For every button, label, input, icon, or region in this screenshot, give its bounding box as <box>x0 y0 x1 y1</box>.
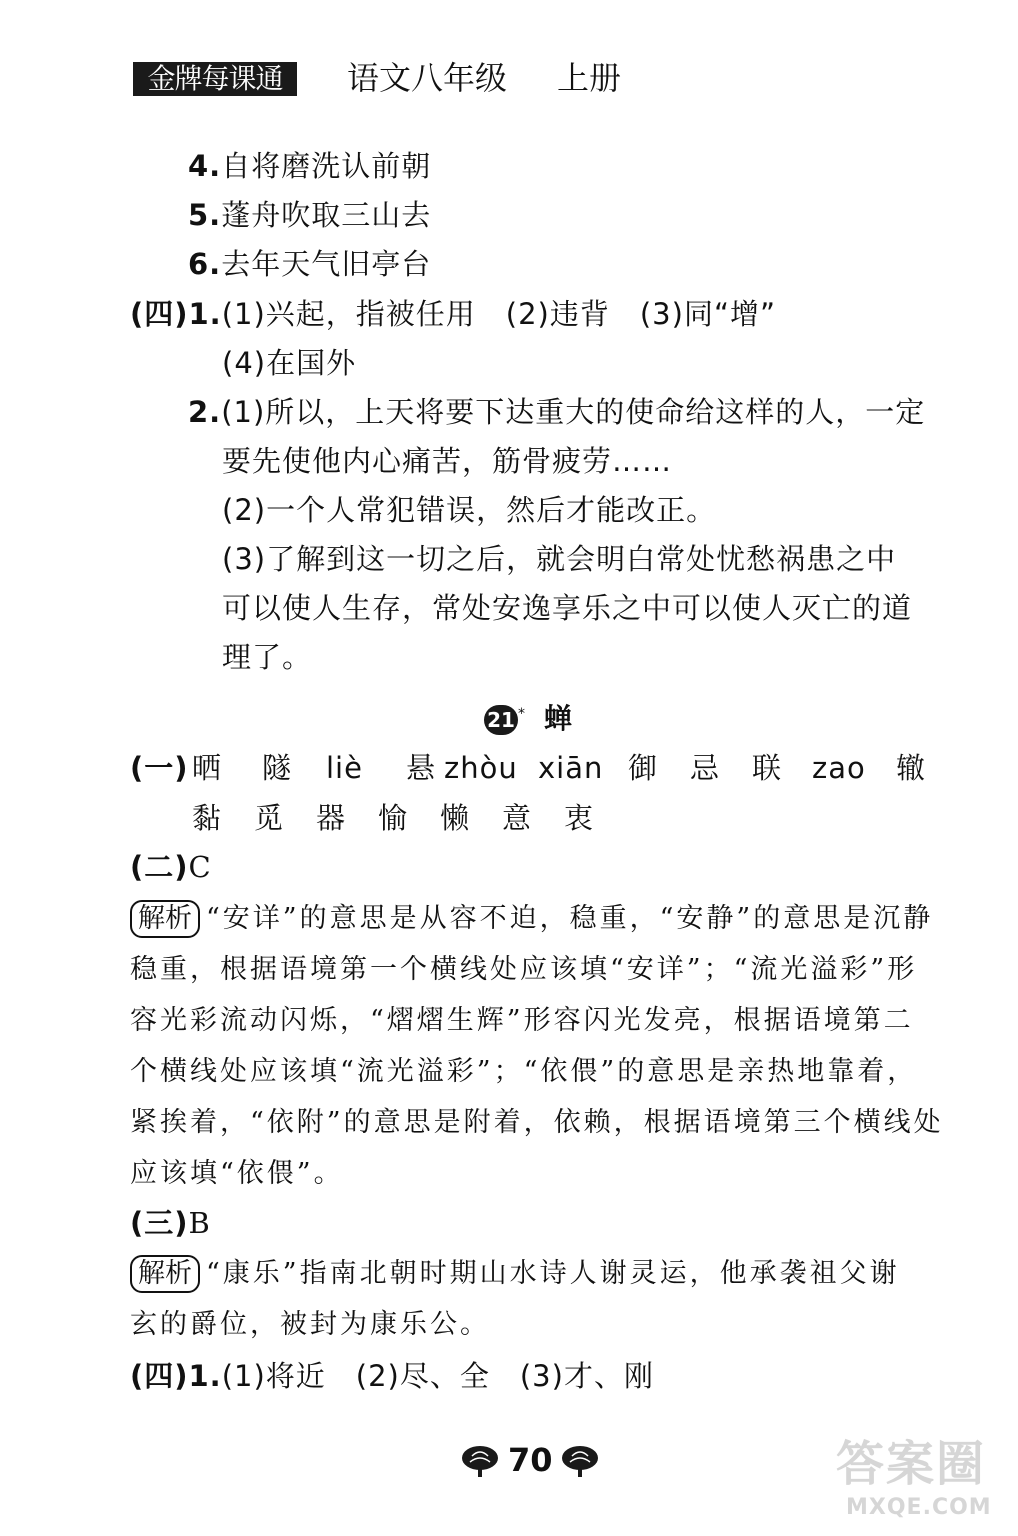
section2-analysis-line2: 稳重，根据语境第一个横线处应该填“安详”；“流光溢彩”形 <box>130 954 918 985</box>
block2-q1-text: (1)兴起，指被任用 (2)违背 (3)同“增” <box>221 297 776 331</box>
word-cell: 觅 <box>254 801 285 835</box>
section1-row1 <box>0 748 1018 788</box>
section2-answer <box>130 847 212 887</box>
block2-q2-line1 <box>188 392 925 432</box>
lesson-number-badge: 21 <box>484 705 518 735</box>
subject-title: 语文八年级 <box>347 59 508 97</box>
block2-q2-line5: 可以使人生存，常处安逸享乐之中可以使人灭亡的道 <box>222 591 913 625</box>
tree-icon <box>560 1444 600 1478</box>
word-cell: 器 <box>316 801 347 835</box>
word-cell: 衷 <box>564 801 595 835</box>
watermark-url: MXQE.COM <box>846 1495 992 1520</box>
section2-analysis-line4: 个横线处应该填“流光溢彩”；“依偎”的意思是亲热地靠着， <box>130 1056 918 1087</box>
word-cell: 忌 <box>690 751 721 785</box>
item-4-number: 4. <box>188 149 222 183</box>
pinyin-cell: zao <box>812 751 866 785</box>
word-cell: 晒 <box>192 751 223 785</box>
section2-analysis-line3: 容光彩流动闪烁，“熠熠生辉”形容闪光发亮，根据语境第二 <box>130 1005 914 1036</box>
series-badge: 金牌每课通 <box>133 62 297 96</box>
section3-label: (三) <box>130 1206 189 1240</box>
analysis-tag: 解析 <box>130 1255 200 1293</box>
item-6-text: 去年天气旧亭台 <box>221 247 432 281</box>
section4-answer <box>130 1356 654 1396</box>
block2-q2-line6: 理了。 <box>222 640 313 674</box>
analysis-text: “康乐”指南北朝时期山水诗人谢灵运，他承袭祖父谢 <box>206 1258 900 1289</box>
word-cell: 懒 <box>440 801 471 835</box>
section1-row2 <box>0 798 1018 838</box>
section3-analysis-line2: 玄的爵位，被封为康乐公。 <box>130 1309 490 1340</box>
lesson-title: 蝉 <box>543 702 572 736</box>
section2-label: (二) <box>130 850 189 884</box>
item-6 <box>188 244 431 284</box>
item-5-text: 蓬舟吹取三山去 <box>221 198 432 232</box>
lesson-heading <box>484 696 572 737</box>
volume-title: 上册 <box>557 59 622 97</box>
section4-text: (1)将近 (2)尽、全 (3)才、刚 <box>221 1359 654 1393</box>
block2-q1-line1 <box>130 294 776 334</box>
item-6-number: 6. <box>188 247 222 281</box>
block2-q2-number: 2. <box>188 395 222 429</box>
block2-q1-line2: (4)在国外 <box>222 346 357 380</box>
watermark-logo: 答案圈 <box>836 1436 987 1492</box>
section4-label: (四)1. <box>130 1359 222 1393</box>
word-cell: 意 <box>502 801 533 835</box>
word-cell: 御 <box>628 751 659 785</box>
analysis-tag: 解析 <box>130 900 200 938</box>
analysis-text: “安详”的意思是从容不迫，稳重，“安静”的意思是沉静 <box>206 903 934 934</box>
section3-answer-letter: B <box>188 1206 211 1240</box>
pinyin-cell: liè <box>326 751 363 785</box>
lesson-star: * <box>518 706 525 722</box>
item-4-text: 自将磨洗认前朝 <box>221 149 432 183</box>
word-cell: 悬 <box>406 751 437 785</box>
section2-analysis-line1 <box>130 899 933 939</box>
item-5 <box>188 195 431 235</box>
pinyin-cell: zhòu <box>444 751 518 785</box>
item-4 <box>188 146 431 186</box>
section3-analysis-line1 <box>130 1254 900 1294</box>
section3-answer <box>130 1203 211 1243</box>
section1-label: (一) <box>130 751 189 785</box>
word-cell: 愉 <box>378 801 409 835</box>
tree-icon <box>460 1444 500 1478</box>
section2-analysis-line6: 应该填“依偎”。 <box>130 1158 344 1189</box>
block2-label: (四)1. <box>130 297 222 331</box>
word-cell: 隧 <box>262 751 293 785</box>
block2-q2-line4: (3)了解到这一切之后，就会明白常处忧愁祸患之中 <box>222 542 897 576</box>
block2-q2-line2: 要先使他内心痛苦，筋骨疲劳…… <box>222 444 673 478</box>
item-5-number: 5. <box>188 198 222 232</box>
word-cell: 辙 <box>896 751 927 785</box>
pinyin-cell: xiān <box>538 751 604 785</box>
page-number: 70 <box>508 1441 553 1479</box>
section2-analysis-line5: 紧挨着，“依附”的意思是附着，依赖，根据语境第三个横线处 <box>130 1107 944 1138</box>
section2-answer-letter: C <box>188 850 212 884</box>
word-cell: 联 <box>752 751 783 785</box>
block2-q2-line3: (2)一个人常犯错误，然后才能改正。 <box>222 493 717 527</box>
block2-q2-text: (1)所以，上天将要下达重大的使命给这样的人，一定 <box>221 395 926 429</box>
word-cell: 黏 <box>192 801 223 835</box>
